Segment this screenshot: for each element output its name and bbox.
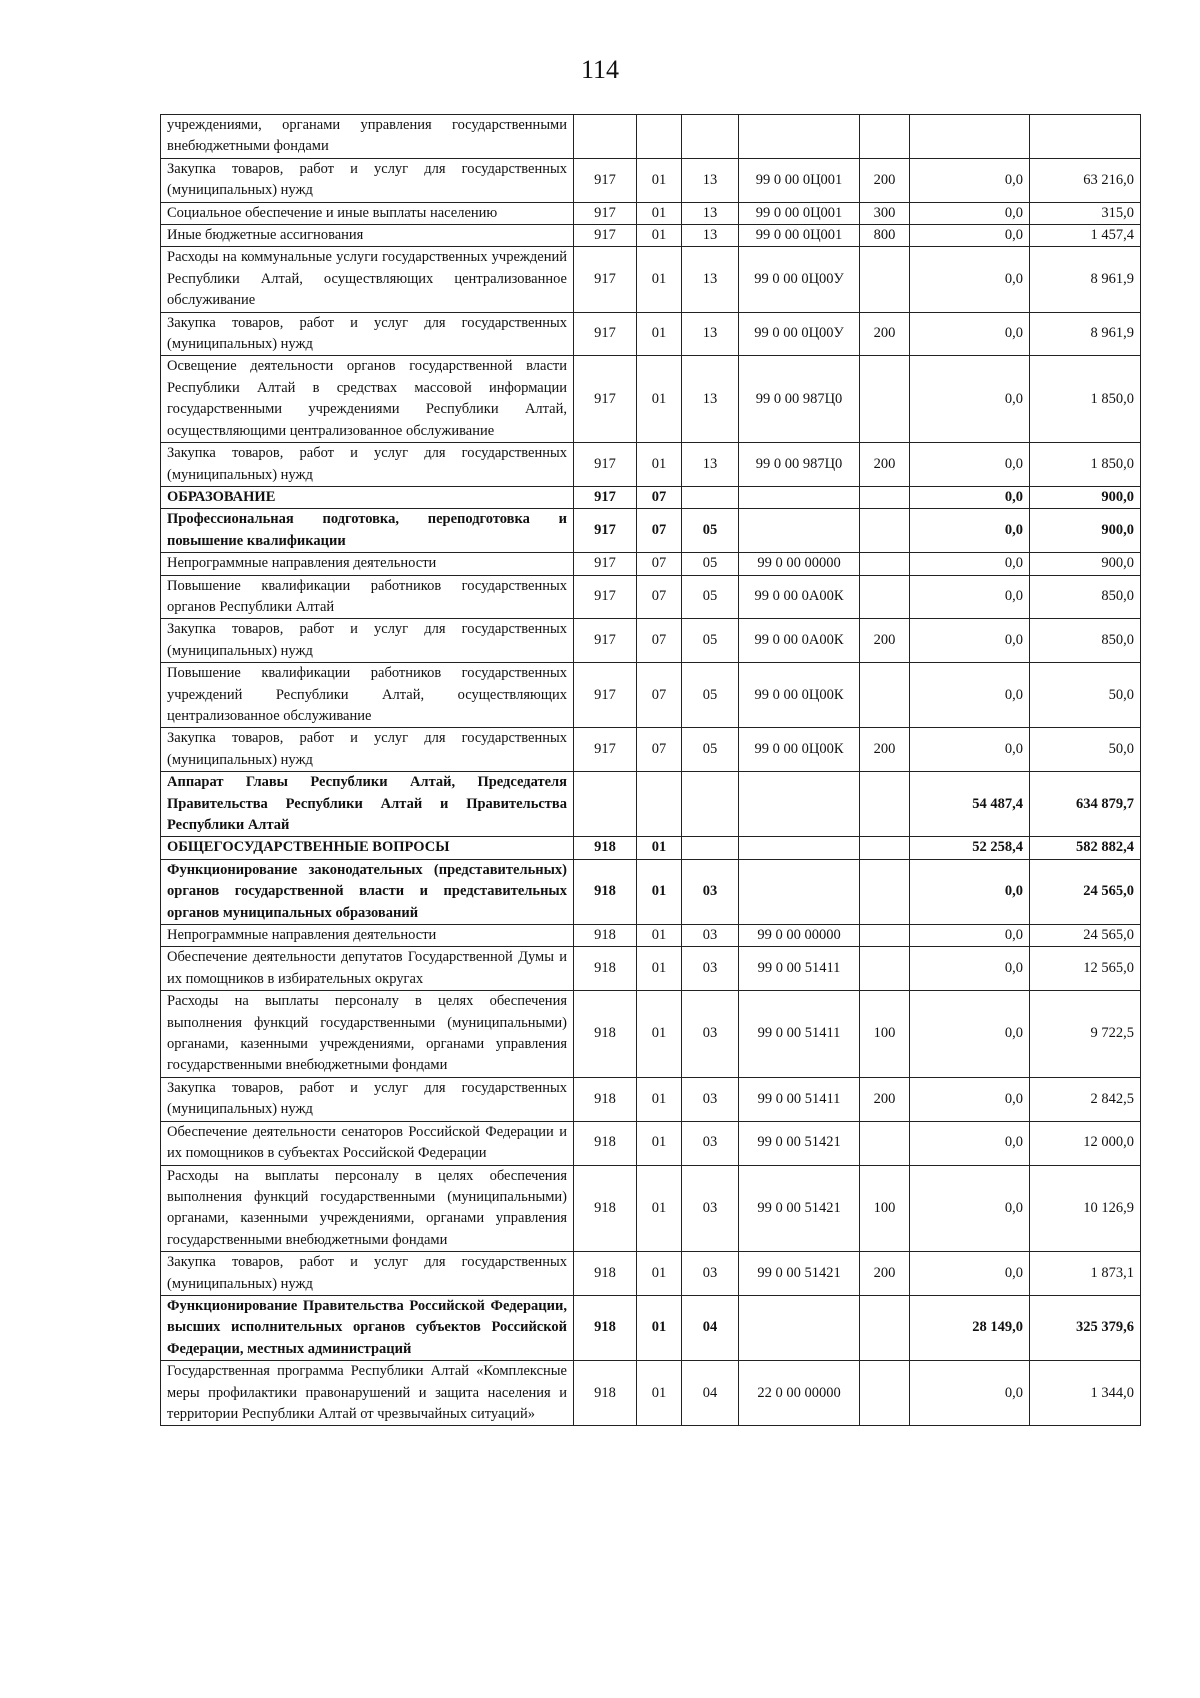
amount-1-cell	[910, 115, 1030, 159]
section-code-cell: 01	[637, 1361, 682, 1426]
amount-1-cell: 0,0	[910, 247, 1030, 312]
section-code-cell: 07	[637, 728, 682, 772]
expense-type-code-cell	[860, 1361, 910, 1426]
ministry-code-cell: 918	[574, 859, 637, 924]
target-article-code-cell: 99 0 00 51421	[739, 1165, 860, 1252]
ministry-code-cell: 918	[574, 1252, 637, 1296]
target-article-code-cell: 99 0 00 51421	[739, 1252, 860, 1296]
target-article-code-cell: 99 0 00 00000	[739, 553, 860, 575]
expense-type-code-cell: 200	[860, 619, 910, 663]
amount-2-cell: 8 961,9	[1030, 312, 1141, 356]
amount-1-cell: 0,0	[910, 225, 1030, 247]
amount-2-cell: 1 457,4	[1030, 225, 1141, 247]
table-row	[161, 509, 1141, 553]
ministry-code-cell: 918	[574, 1121, 637, 1165]
expense-name-cell: Аппарат Главы Республики Алтай, Председателя Правительства Республики Алтай и Правительства Республики Алтай	[161, 772, 574, 837]
section-code-cell: 07	[637, 575, 682, 619]
amount-1-cell: 0,0	[910, 925, 1030, 947]
target-article-code-cell: 99 0 00 0Ц00К	[739, 663, 860, 728]
amount-2-cell: 900,0	[1030, 509, 1141, 553]
expense-name-cell: Функционирование законодательных (представительных) органов государственной власти и представительных органов муниципальных образований	[161, 859, 574, 924]
page-number: 114	[580, 55, 620, 84]
ministry-code-cell: 918	[574, 1361, 637, 1426]
target-article-code-cell	[739, 115, 860, 159]
table-row	[161, 312, 1141, 356]
ministry-code-cell: 917	[574, 728, 637, 772]
section-code-cell: 01	[637, 1295, 682, 1360]
target-article-code-cell: 99 0 00 0А00К	[739, 619, 860, 663]
target-article-code-cell	[739, 509, 860, 553]
table-row	[161, 225, 1141, 247]
section-code-cell: 01	[637, 991, 682, 1078]
target-article-code-cell: 99 0 00 51411	[739, 1077, 860, 1121]
amount-1-cell: 0,0	[910, 859, 1030, 924]
table-row	[161, 619, 1141, 663]
ministry-code-cell: 917	[574, 247, 637, 312]
ministry-code-cell: 917	[574, 225, 637, 247]
amount-1-cell: 0,0	[910, 1165, 1030, 1252]
amount-2-cell: 315,0	[1030, 202, 1141, 224]
expense-name-cell: Обеспечение деятельности депутатов Государственной Думы и их помощников в избирательных округах	[161, 947, 574, 991]
target-article-code-cell	[739, 1295, 860, 1360]
subsection-code-cell: 05	[682, 663, 739, 728]
section-code-cell: 07	[637, 619, 682, 663]
section-code-cell: 07	[637, 486, 682, 508]
section-code-cell: 01	[637, 947, 682, 991]
section-code-cell: 01	[637, 356, 682, 443]
ministry-code-cell: 918	[574, 991, 637, 1078]
subsection-code-cell: 05	[682, 728, 739, 772]
subsection-code-cell: 03	[682, 1121, 739, 1165]
amount-2-cell: 24 565,0	[1030, 925, 1141, 947]
expense-type-code-cell	[860, 509, 910, 553]
amount-1-cell: 28 149,0	[910, 1295, 1030, 1360]
table-row	[161, 728, 1141, 772]
ministry-code-cell: 917	[574, 486, 637, 508]
amount-2-cell: 2 842,5	[1030, 1077, 1141, 1121]
target-article-code-cell: 99 0 00 0Ц001	[739, 202, 860, 224]
expense-type-code-cell: 200	[860, 728, 910, 772]
ministry-code-cell: 918	[574, 1295, 637, 1360]
expense-type-code-cell	[860, 1295, 910, 1360]
target-article-code-cell: 99 0 00 51411	[739, 947, 860, 991]
target-article-code-cell: 99 0 00 987Ц0	[739, 356, 860, 443]
target-article-code-cell: 99 0 00 51421	[739, 1121, 860, 1165]
subsection-code-cell: 05	[682, 509, 739, 553]
amount-2-cell	[1030, 115, 1141, 159]
table-row	[161, 1295, 1141, 1360]
expense-name-cell: Функционирование Правительства Российской Федерации, высших исполнительных органов субъектов Российской Федерации, местных администраций	[161, 1295, 574, 1360]
expense-type-code-cell	[860, 772, 910, 837]
table-row	[161, 1361, 1141, 1426]
expense-name-cell: Социальное обеспечение и иные выплаты населению	[161, 202, 574, 224]
target-article-code-cell: 99 0 00 00000	[739, 925, 860, 947]
amount-1-cell: 54 487,4	[910, 772, 1030, 837]
amount-2-cell: 24 565,0	[1030, 859, 1141, 924]
budget-table-body	[161, 115, 1141, 1426]
table-row	[161, 202, 1141, 224]
expense-type-code-cell: 200	[860, 1252, 910, 1296]
amount-1-cell: 0,0	[910, 486, 1030, 508]
section-code-cell: 01	[637, 202, 682, 224]
target-article-code-cell: 99 0 00 0Ц00У	[739, 312, 860, 356]
amount-1-cell: 0,0	[910, 1252, 1030, 1296]
expense-name-cell: ОБЩЕГОСУДАРСТВЕННЫЕ ВОПРОСЫ	[161, 837, 574, 859]
expense-type-code-cell	[860, 1121, 910, 1165]
amount-2-cell: 8 961,9	[1030, 247, 1141, 312]
subsection-code-cell: 03	[682, 859, 739, 924]
expense-name-cell: Государственная программа Республики Алтай «Комплексные меры профилактики правонарушений и защита населения и территории Республики Алтай от чрезвычайных ситуаций»	[161, 1361, 574, 1426]
expense-type-code-cell	[860, 553, 910, 575]
subsection-code-cell	[682, 837, 739, 859]
target-article-code-cell	[739, 772, 860, 837]
expense-name-cell: Обеспечение деятельности сенаторов Российской Федерации и их помощников в субъектах Российской Федерации	[161, 1121, 574, 1165]
ministry-code-cell: 917	[574, 312, 637, 356]
table-row	[161, 575, 1141, 619]
amount-1-cell: 0,0	[910, 312, 1030, 356]
amount-1-cell: 0,0	[910, 1077, 1030, 1121]
expense-name-cell: Непрограммные направления деятельности	[161, 553, 574, 575]
ministry-code-cell: 917	[574, 202, 637, 224]
amount-2-cell: 12 000,0	[1030, 1121, 1141, 1165]
table-row	[161, 837, 1141, 859]
expense-type-code-cell	[860, 247, 910, 312]
amount-2-cell: 850,0	[1030, 575, 1141, 619]
table-row	[161, 356, 1141, 443]
expense-name-cell: Расходы на выплаты персоналу в целях обеспечения выполнения функций государственными (муниципальными) органами, казенными учреждениями, органами управления государственными внебюджетными фондами	[161, 1165, 574, 1252]
ministry-code-cell: 917	[574, 575, 637, 619]
subsection-code-cell: 05	[682, 575, 739, 619]
section-code-cell	[637, 772, 682, 837]
subsection-code-cell: 03	[682, 991, 739, 1078]
amount-1-cell: 0,0	[910, 158, 1030, 202]
amount-1-cell: 0,0	[910, 553, 1030, 575]
amount-2-cell: 1 873,1	[1030, 1252, 1141, 1296]
section-code-cell: 01	[637, 1077, 682, 1121]
amount-1-cell: 0,0	[910, 1121, 1030, 1165]
target-article-code-cell: 99 0 00 0Ц001	[739, 225, 860, 247]
ministry-code-cell: 917	[574, 443, 637, 487]
amount-2-cell: 63 216,0	[1030, 158, 1141, 202]
section-code-cell: 01	[637, 443, 682, 487]
subsection-code-cell: 05	[682, 619, 739, 663]
section-code-cell	[637, 115, 682, 159]
subsection-code-cell: 13	[682, 356, 739, 443]
table-row	[161, 663, 1141, 728]
expense-name-cell: Закупка товаров, работ и услуг для государственных (муниципальных) нужд	[161, 443, 574, 487]
section-code-cell: 07	[637, 509, 682, 553]
expense-name-cell: Освещение деятельности органов государственной власти Республики Алтай в средствах массовой информации государственными учреждениями Республики Алтай, осуществляющими централизованное обслуживание	[161, 356, 574, 443]
ministry-code-cell: 918	[574, 1077, 637, 1121]
subsection-code-cell: 13	[682, 158, 739, 202]
target-article-code-cell: 99 0 00 51411	[739, 991, 860, 1078]
expense-name-cell: Непрограммные направления деятельности	[161, 925, 574, 947]
expense-type-code-cell	[860, 837, 910, 859]
target-article-code-cell	[739, 859, 860, 924]
section-code-cell: 01	[637, 247, 682, 312]
table-row	[161, 859, 1141, 924]
table-row	[161, 1121, 1141, 1165]
subsection-code-cell	[682, 115, 739, 159]
subsection-code-cell: 03	[682, 1165, 739, 1252]
ministry-code-cell: 918	[574, 837, 637, 859]
section-code-cell: 01	[637, 158, 682, 202]
expense-name-cell: Повышение квалификации работников государственных органов Республики Алтай	[161, 575, 574, 619]
amount-1-cell: 0,0	[910, 947, 1030, 991]
ministry-code-cell	[574, 772, 637, 837]
subsection-code-cell: 05	[682, 553, 739, 575]
expense-name-cell: Закупка товаров, работ и услуг для государственных (муниципальных) нужд	[161, 312, 574, 356]
expense-type-code-cell: 200	[860, 158, 910, 202]
amount-1-cell: 0,0	[910, 619, 1030, 663]
expense-type-code-cell	[860, 486, 910, 508]
ministry-code-cell: 918	[574, 947, 637, 991]
target-article-code-cell	[739, 486, 860, 508]
amount-1-cell: 0,0	[910, 575, 1030, 619]
amount-2-cell: 1 850,0	[1030, 356, 1141, 443]
subsection-code-cell: 03	[682, 1252, 739, 1296]
subsection-code-cell: 03	[682, 1077, 739, 1121]
table-row	[161, 247, 1141, 312]
table-row	[161, 925, 1141, 947]
target-article-code-cell: 99 0 00 0А00К	[739, 575, 860, 619]
section-code-cell: 07	[637, 663, 682, 728]
target-article-code-cell: 99 0 00 0Ц00К	[739, 728, 860, 772]
amount-1-cell: 0,0	[910, 663, 1030, 728]
section-code-cell: 01	[637, 1252, 682, 1296]
amount-1-cell: 0,0	[910, 356, 1030, 443]
amount-2-cell: 900,0	[1030, 486, 1141, 508]
amount-2-cell: 9 722,5	[1030, 991, 1141, 1078]
table-row	[161, 1077, 1141, 1121]
subsection-code-cell: 03	[682, 947, 739, 991]
amount-1-cell: 52 258,4	[910, 837, 1030, 859]
table-row	[161, 486, 1141, 508]
expense-name-cell: Закупка товаров, работ и услуг для государственных (муниципальных) нужд	[161, 1252, 574, 1296]
expense-name-cell: Закупка товаров, работ и услуг для государственных (муниципальных) нужд	[161, 158, 574, 202]
expense-type-code-cell	[860, 356, 910, 443]
amount-1-cell: 0,0	[910, 443, 1030, 487]
expense-type-code-cell: 100	[860, 991, 910, 1078]
expense-name-cell: Закупка товаров, работ и услуг для государственных (муниципальных) нужд	[161, 619, 574, 663]
section-code-cell: 01	[637, 925, 682, 947]
amount-2-cell: 12 565,0	[1030, 947, 1141, 991]
budget-table	[160, 114, 1141, 1426]
target-article-code-cell: 99 0 00 0Ц00У	[739, 247, 860, 312]
amount-1-cell: 0,0	[910, 728, 1030, 772]
expense-type-code-cell	[860, 663, 910, 728]
table-row	[161, 991, 1141, 1078]
expense-name-cell: ОБРАЗОВАНИЕ	[161, 486, 574, 508]
subsection-code-cell: 04	[682, 1295, 739, 1360]
ministry-code-cell: 917	[574, 158, 637, 202]
subsection-code-cell: 13	[682, 225, 739, 247]
amount-2-cell: 900,0	[1030, 553, 1141, 575]
subsection-code-cell: 13	[682, 247, 739, 312]
ministry-code-cell: 917	[574, 356, 637, 443]
amount-2-cell: 50,0	[1030, 663, 1141, 728]
table-row	[161, 443, 1141, 487]
ministry-code-cell: 917	[574, 663, 637, 728]
amount-2-cell: 1 850,0	[1030, 443, 1141, 487]
expense-type-code-cell: 200	[860, 1077, 910, 1121]
section-code-cell: 01	[637, 837, 682, 859]
subsection-code-cell: 13	[682, 202, 739, 224]
table-row	[161, 1252, 1141, 1296]
target-article-code-cell: 22 0 00 00000	[739, 1361, 860, 1426]
amount-1-cell: 0,0	[910, 991, 1030, 1078]
table-row	[161, 158, 1141, 202]
subsection-code-cell: 04	[682, 1361, 739, 1426]
expense-type-code-cell: 100	[860, 1165, 910, 1252]
expense-type-code-cell	[860, 859, 910, 924]
expense-name-cell: Закупка товаров, работ и услуг для государственных (муниципальных) нужд	[161, 728, 574, 772]
subsection-code-cell: 13	[682, 312, 739, 356]
ministry-code-cell: 918	[574, 925, 637, 947]
ministry-code-cell: 917	[574, 509, 637, 553]
ministry-code-cell: 917	[574, 619, 637, 663]
amount-2-cell: 325 379,6	[1030, 1295, 1141, 1360]
expense-type-code-cell	[860, 947, 910, 991]
expense-name-cell: Закупка товаров, работ и услуг для государственных (муниципальных) нужд	[161, 1077, 574, 1121]
section-code-cell: 01	[637, 1121, 682, 1165]
expense-name-cell: Повышение квалификации работников государственных учреждений Республики Алтай, осуществляющих централизованное обслуживание	[161, 663, 574, 728]
amount-2-cell: 1 344,0	[1030, 1361, 1141, 1426]
section-code-cell: 01	[637, 859, 682, 924]
ministry-code-cell: 918	[574, 1165, 637, 1252]
expense-name-cell: Профессиональная подготовка, переподготовка и повышение квалификации	[161, 509, 574, 553]
expense-name-cell: Иные бюджетные ассигнования	[161, 225, 574, 247]
section-code-cell: 01	[637, 1165, 682, 1252]
expense-type-code-cell: 800	[860, 225, 910, 247]
subsection-code-cell: 13	[682, 443, 739, 487]
amount-2-cell: 850,0	[1030, 619, 1141, 663]
table-row	[161, 553, 1141, 575]
amount-2-cell: 10 126,9	[1030, 1165, 1141, 1252]
expense-type-code-cell: 200	[860, 443, 910, 487]
expense-name-cell: Расходы на выплаты персоналу в целях обеспечения выполнения функций государственными (муниципальными) органами, казенными учреждениями, органами управления государственными внебюджетными фондами	[161, 991, 574, 1078]
target-article-code-cell	[739, 837, 860, 859]
table-row	[161, 947, 1141, 991]
amount-2-cell: 634 879,7	[1030, 772, 1141, 837]
expense-name-cell: учреждениями, органами управления государственными внебюджетными фондами	[161, 115, 574, 159]
expense-name-cell: Расходы на коммунальные услуги государственных учреждений Республики Алтай, осуществляющих централизованное обслуживание	[161, 247, 574, 312]
expense-type-code-cell	[860, 575, 910, 619]
subsection-code-cell	[682, 772, 739, 837]
expense-type-code-cell: 300	[860, 202, 910, 224]
target-article-code-cell: 99 0 00 0Ц001	[739, 158, 860, 202]
expense-type-code-cell	[860, 115, 910, 159]
subsection-code-cell: 03	[682, 925, 739, 947]
ministry-code-cell: 917	[574, 553, 637, 575]
expense-type-code-cell	[860, 925, 910, 947]
table-row	[161, 115, 1141, 159]
expense-type-code-cell: 200	[860, 312, 910, 356]
amount-2-cell: 582 882,4	[1030, 837, 1141, 859]
amount-1-cell: 0,0	[910, 509, 1030, 553]
subsection-code-cell	[682, 486, 739, 508]
section-code-cell: 07	[637, 553, 682, 575]
section-code-cell: 01	[637, 225, 682, 247]
table-row	[161, 1165, 1141, 1252]
amount-2-cell: 50,0	[1030, 728, 1141, 772]
table-row	[161, 772, 1141, 837]
ministry-code-cell	[574, 115, 637, 159]
amount-1-cell: 0,0	[910, 202, 1030, 224]
amount-1-cell: 0,0	[910, 1361, 1030, 1426]
section-code-cell: 01	[637, 312, 682, 356]
target-article-code-cell: 99 0 00 987Ц0	[739, 443, 860, 487]
